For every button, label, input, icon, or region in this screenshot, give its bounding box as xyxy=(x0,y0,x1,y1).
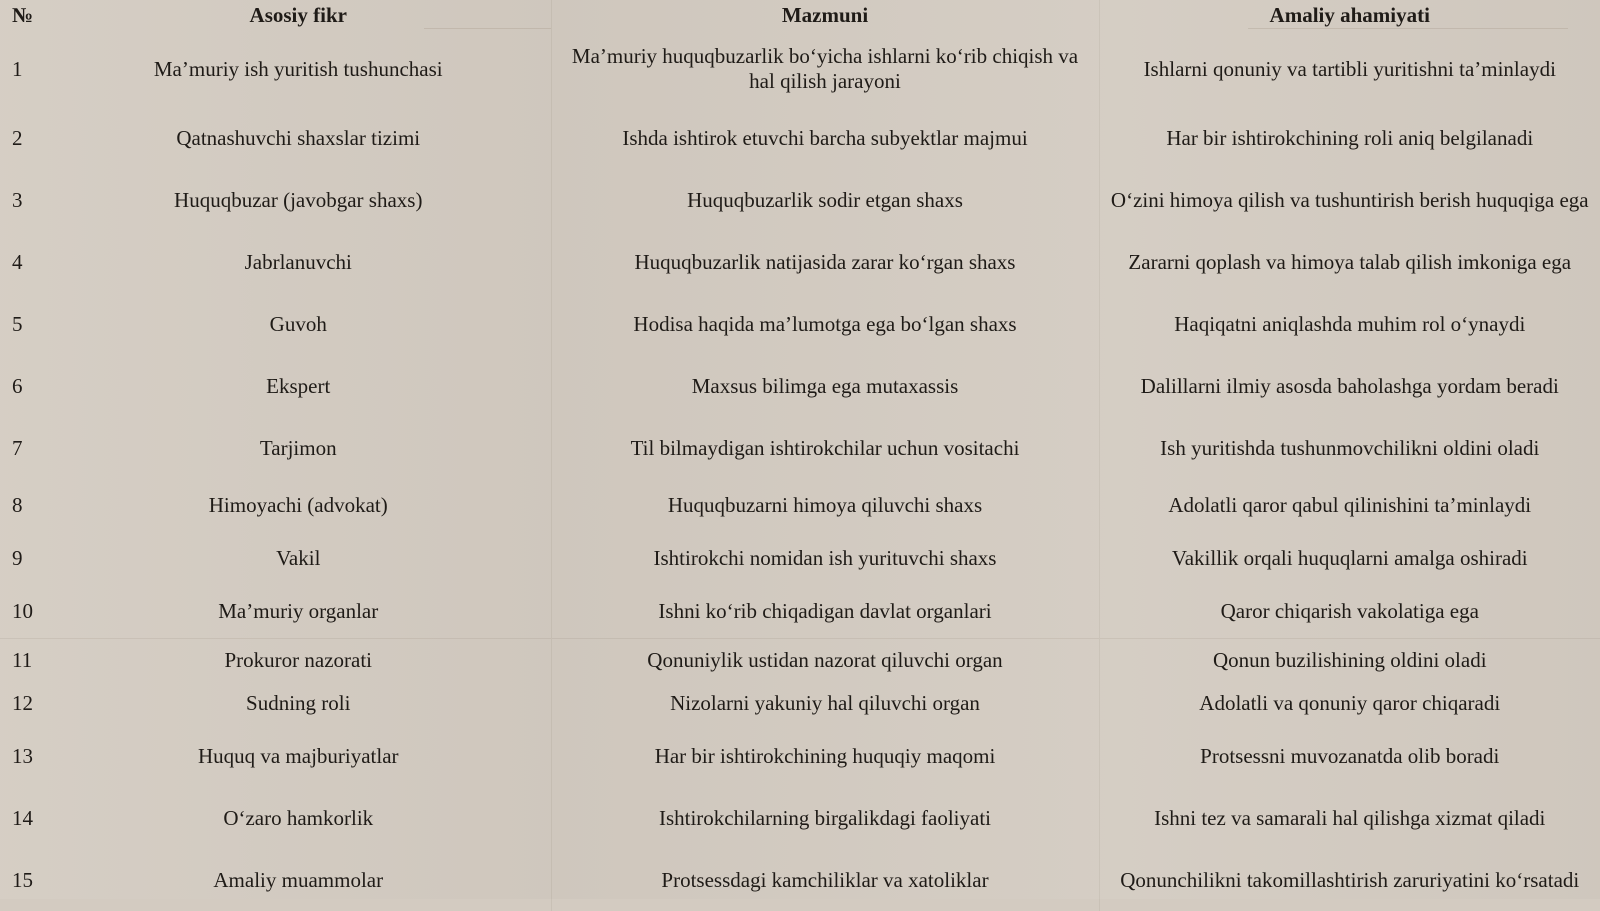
cell-number: 9 xyxy=(12,546,23,570)
cell-number: 13 xyxy=(12,743,33,768)
table-row xyxy=(0,293,1600,355)
cell-meaning: Hodisa haqida ma’lumotga ega bo‘lgan shaxs xyxy=(551,293,1099,355)
cell-main-idea: Sudning roli xyxy=(246,691,351,715)
table-row xyxy=(0,639,1600,683)
cell-meaning: Maxsus bilimga ega mutaxassis xyxy=(551,355,1099,417)
cell-meaning: Huquqbuzarni himoya qiluvchi shaxs xyxy=(551,479,1099,532)
cell-main-idea: Guvoh xyxy=(269,311,327,336)
cell-main-idea: Tarjimon xyxy=(259,435,337,460)
cell-main-idea: Huquqbuzar (javobgar shaxs) xyxy=(174,187,423,212)
cell-number: 6 xyxy=(12,373,23,398)
cell-meaning: Til bilmaydigan ishtirokchilar uchun vositachi xyxy=(551,417,1099,479)
table-row xyxy=(0,682,1600,725)
table-row xyxy=(0,231,1600,293)
cell-meaning: Ishtirokchi nomidan ish yurituvchi shaxs xyxy=(551,532,1099,585)
cell-meaning: Protsessdagi kamchiliklar va xatoliklar xyxy=(551,849,1099,911)
cell-number: 3 xyxy=(12,187,23,212)
cell-main-idea: Huquq va majburiyatlar xyxy=(197,743,399,768)
cell-meaning: Ishni ko‘rib chiqadigan davlat organlari xyxy=(551,585,1099,639)
cell-main-idea: O‘zaro hamkorlik xyxy=(223,805,374,830)
cell-meaning: Nizolarni yakuniy hal qiluvchi organ xyxy=(551,682,1099,725)
cell-main-idea: Vakil xyxy=(276,546,321,570)
cell-practical: Haqiqatni aniqlashda muhim rol o‘ynaydi xyxy=(1174,311,1526,336)
cell-main-idea: Himoyachi (advokat) xyxy=(208,493,388,517)
table-row xyxy=(0,355,1600,417)
table-row xyxy=(0,479,1600,532)
cell-main-idea: Ma’muriy organlar xyxy=(218,599,379,623)
table-row xyxy=(0,787,1600,849)
table-row xyxy=(0,169,1600,231)
cell-number: 14 xyxy=(12,805,33,830)
cell-meaning: Har bir ishtirokchining huquqiy maqomi xyxy=(551,725,1099,787)
cell-practical: O‘zini himoya qilish va tushuntirish berish huquqiga ega xyxy=(1110,187,1589,212)
cell-main-idea: Qatnashuvchi shaxslar tizimi xyxy=(176,125,421,150)
cell-meaning: Huquqbuzarlik sodir etgan shaxs xyxy=(551,169,1099,231)
header-practical: Amaliy ahamiyati xyxy=(1269,3,1430,27)
cell-meaning: Qonuniylik ustidan nazorat qiluvchi organ xyxy=(551,639,1099,683)
header-main-idea xyxy=(46,0,551,31)
cell-practical: Protsessni muvozanatda olib boradi xyxy=(1200,743,1500,768)
cell-practical: Adolatli qaror qabul qilinishini ta’minlaydi xyxy=(1168,493,1532,517)
cell-practical: Zararni qoplash va himoya talab qilish imkoniga ega xyxy=(1128,249,1572,274)
cell-main-idea: Prokuror nazorati xyxy=(46,639,551,683)
cell-practical: Ishni tez va samarali hal qilishga xizmat qiladi xyxy=(1154,805,1546,830)
cell-number: 4 xyxy=(12,249,23,274)
cell-practical: Har bir ishtirokchining roli aniq belgilanadi xyxy=(1166,125,1534,150)
cell-practical: Qonunchilikni takomillashtirish zaruriyatini ko‘rsatadi xyxy=(1120,867,1580,892)
cell-meaning: Ishtirokchilarning birgalikdagi faoliyati xyxy=(551,787,1099,849)
cell-number: 8 xyxy=(12,493,23,517)
cell-number: 5 xyxy=(12,311,23,336)
cell-meaning: Huquqbuzarlik natijasida zarar ko‘rgan shaxs xyxy=(551,231,1099,293)
cell-number: 7 xyxy=(12,435,23,460)
cell-practical: Qaror chiqarish vakolatiga ega xyxy=(1220,599,1479,623)
cell-practical: Adolatli va qonuniy qaror chiqaradi xyxy=(1199,691,1501,715)
cell-practical: Vakillik orqali huquqlarni amalga oshiradi xyxy=(1171,546,1528,570)
cell-practical: Ish yuritishda tushunmovchilikni oldini oladi xyxy=(1160,435,1540,460)
cell-number: 11 xyxy=(0,639,46,683)
cell-main-idea: Ma’muriy ish yuritish tushunchasi xyxy=(153,56,443,81)
cell-meaning: Ma’muriy huquqbuzarlik bo‘yicha ishlarni ko‘rib chiqish va hal qilish jarayoni xyxy=(551,31,1099,107)
header-divider xyxy=(424,28,551,29)
table-row xyxy=(0,107,1600,169)
table-row xyxy=(0,585,1600,639)
table-header xyxy=(0,0,1600,31)
table-body xyxy=(0,31,1600,911)
header-meaning: Mazmuni xyxy=(551,0,1099,31)
table-row xyxy=(0,725,1600,787)
cell-number: 1 xyxy=(12,56,23,81)
header-main-idea-label: Asosiy fikr xyxy=(249,3,347,27)
cell-number: 2 xyxy=(12,125,23,150)
cell-main-idea: Amaliy muammolar xyxy=(213,867,384,892)
table-row xyxy=(0,849,1600,911)
cell-number: 12 xyxy=(12,691,33,715)
table-row xyxy=(0,31,1600,107)
cell-meaning: Ishda ishtirok etuvchi barcha subyektlar majmui xyxy=(551,107,1099,169)
cell-practical: Ishlarni qonuniy va tartibli yuritishni ta’minlaydi xyxy=(1143,56,1556,81)
cell-practical: Qonun buzilishining oldini oladi xyxy=(1099,639,1600,683)
cell-number: 15 xyxy=(12,867,33,892)
cell-main-idea: Jabrlanuvchi xyxy=(244,249,352,274)
table-row xyxy=(0,532,1600,585)
cell-main-idea: Ekspert xyxy=(266,373,331,398)
cell-number: 10 xyxy=(12,599,33,623)
header-divider-right xyxy=(1248,28,1568,29)
header-number: № xyxy=(12,3,34,27)
table-row xyxy=(0,417,1600,479)
cell-practical: Dalillarni ilmiy asosda baholashga yordam beradi xyxy=(1140,373,1559,398)
